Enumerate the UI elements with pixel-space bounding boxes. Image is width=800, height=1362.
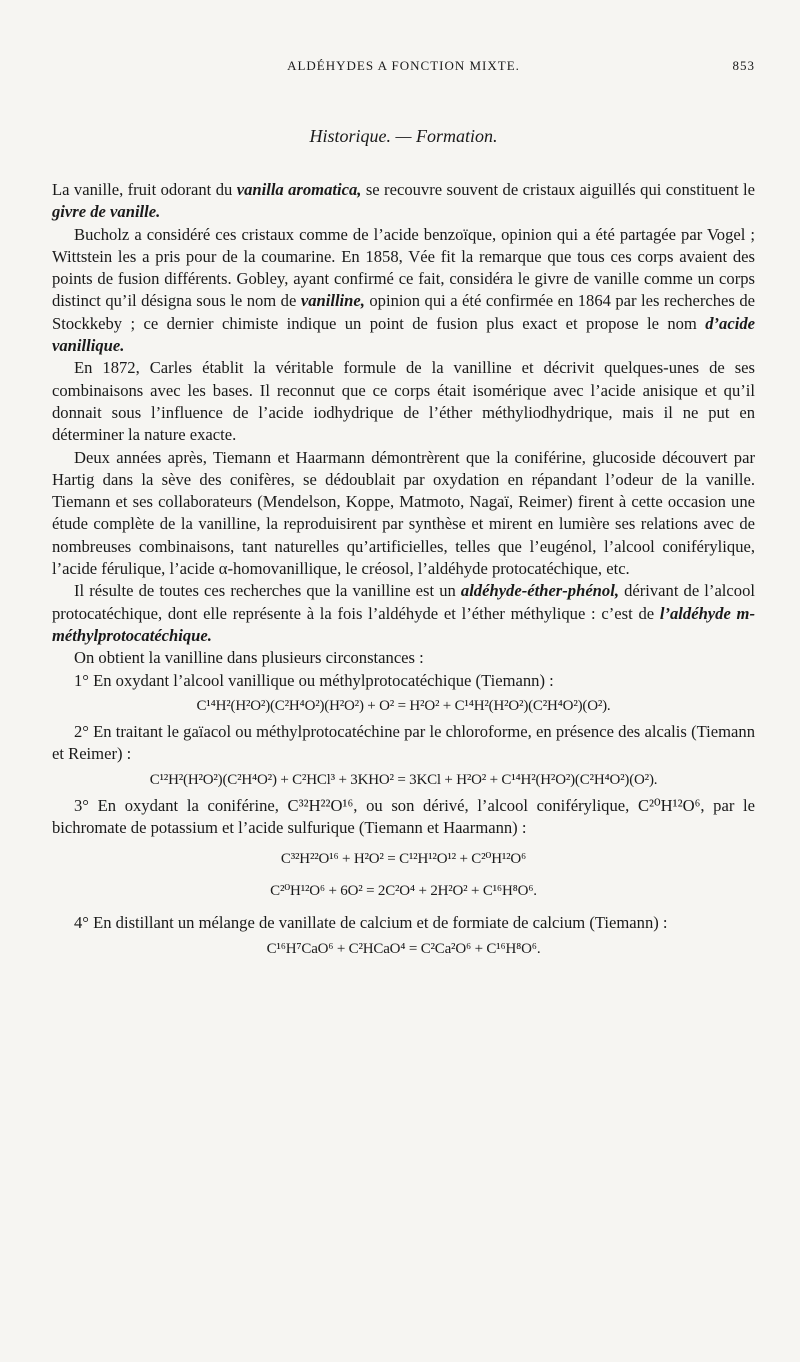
running-head — [52, 58, 755, 78]
formula-1: C¹⁴H²(H²O²)(C²H⁴O²)(H²O²) + O² = H²O² + C¹⁴H²(H²O²)(C²H⁴O²)(O²). — [196, 697, 611, 714]
paragraph-method-2: 2° En traitant le gaïacol ou méthylprotocatéchine par le chloroforme, en présence des alcalis (Tiemann et Reimer) : — [52, 722, 755, 764]
page — [52, 58, 755, 964]
formula-2: C¹²H²(H²O²)(C²H⁴O²) + C²HCl³ + 3KHO² = 3KCl + H²O² + C¹⁴H²(H²O²)(C²H⁴O²)(O²). — [149, 771, 658, 788]
paragraph-method-3: 3° En oxydant la coniférine, C³²H²²O¹⁶, ou son dérivé, l’alcool coniférylique, C²⁰H¹²O⁶, par le bichromate de potassium et l’acide sulfurique (Tiemann et Haarmann) : — [52, 796, 755, 838]
paragraph-tiemann-haarmann: Deux années après, Tiemann et Haarmann démontrèrent que la coniférine, glucoside découvert par Hartig dans la sève des conifères, se dédoublait par oxydation en répandant l’odeur de la vanille. Tiemann et ses collaborateurs (Mendelson, Koppe, Matmoto, Nagaï, Reimer) firent à cette occasion une étude complète de la vanilline, la reproduisirent par synthèse et mirent en lumière ses relations avec de nombreuses combinaisons, tant naturelles qu’artificielles, telles que l’eugénol, l’alcool coniférylique, l’acide férulique, l’acide α-homovanillique, le créosol, l’aldéhyde protocatéchique, etc. — [52, 447, 755, 579]
section-title: Historique. — Formation. — [309, 126, 498, 146]
paragraph-conclusion: Il résulte de toutes ces recherches que la vanilline est un aldéhyde-éther-phénol, dérivant de l’alcool protocatéchique, dont elle représente à la fois l’aldéhyde et l’éther méthylique : c’est de l’aldéhyde m-méthylprotocatéchique. — [52, 581, 755, 645]
running-title: ALDÉHYDES A FONCTION MIXTE. — [287, 58, 520, 73]
formula-4: C²⁰H¹²O⁶ + 6O² = 2C²O⁴ + 2H²O² + C¹⁶H⁸O⁶. — [270, 882, 537, 899]
paragraph-method-1: 1° En oxydant l’alcool vanillique ou méthylprotocatéchique (Tiemann) : — [74, 670, 554, 690]
formula-3: C³²H²²O¹⁶ + H²O² = C¹²H¹²O¹² + C²⁰H¹²O⁶ — [280, 850, 527, 867]
paragraph-carles: En 1872, Carles établit la véritable formule de la vanilline et décrivit quelques-unes de ses combinaisons avec les bases. Il reconnut que ce corps était isomérique avec l’acide anisique et qu’il donnait sous l’influence de l’acide iodhydrique de l’éther méthyliodhydrique, mais il ne put en déterminer la nature exacte. — [52, 358, 755, 445]
page-number: 853 — [732, 58, 755, 73]
paragraph-bucholz: Bucholz a considéré ces cristaux comme de l’acide benzoïque, opinion qui a été partagée par Vogel ; Wittstein les a pris pour de la coumarine. En 1858, Vée fit la remarque que tous ces corps avaient des points de fusion différents. Gobley, ayant confirmé ce fait, considéra le givre de vanille comme un corps distinct qu’il désigna sous le nom de vanilline, opinion qui a été confirmée en 1864 par les recherches de Stockkeby ; ce dernier chimiste indique un point de fusion plus exact et propose le nom d’acide vanillique. — [52, 224, 755, 356]
paragraph-method-4: 4° En distillant un mélange de vanillate de calcium et de formiate de calcium (Tiemann) : — [74, 913, 668, 933]
formula-5: C¹⁶H⁷CaO⁶ + C²HCaO⁴ = C²Ca²O⁶ + C¹⁶H⁸O⁶. — [266, 940, 541, 957]
paragraph-circumstances: On obtient la vanilline dans plusieurs circonstances : — [74, 648, 424, 668]
paragraph-vanilla-fruit: La vanille, fruit odorant du vanilla aromatica, se recouvre souvent de cristaux aiguillés qui constituent le givre de vanille. — [52, 180, 755, 222]
